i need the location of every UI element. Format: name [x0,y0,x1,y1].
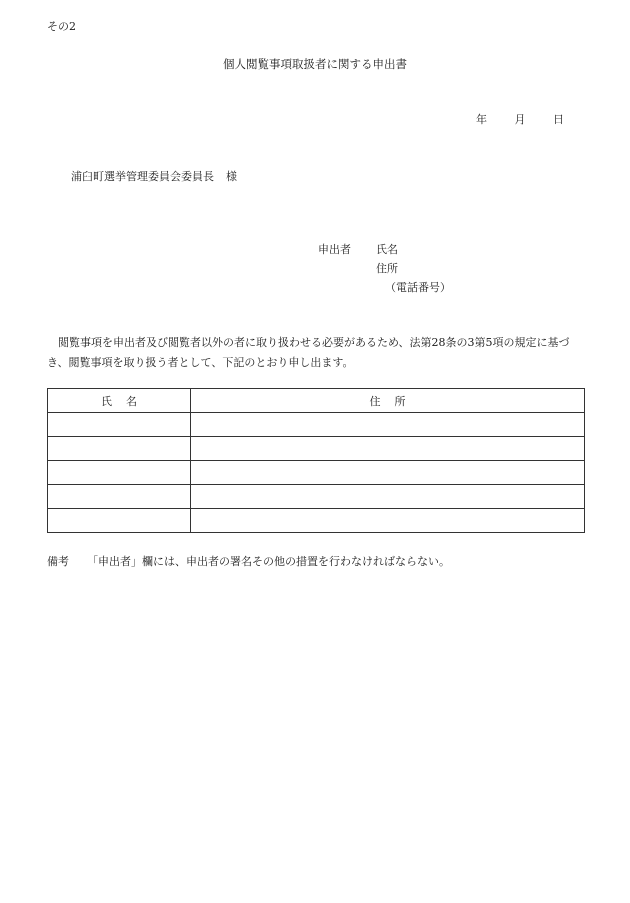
name-cell[interactable] [48,461,191,485]
recipient-line [71,168,237,184]
body-paragraph: 閲覧事項を申出者及び閲覧者以外の者に取り扱わせる必要があるため、法第28条の3第5項の規定に基づき、閲覧事項を取り扱う者として、下記のとおり申し出ます。 [47,336,570,369]
address-cell[interactable] [191,485,585,509]
date-line [476,111,564,127]
name-cell[interactable] [48,437,191,461]
column-header-address-text: 住所 [369,394,420,408]
address-cell[interactable] [191,461,585,485]
applicant-phone-label: （電話番号） [385,281,451,294]
document-title: 個人閲覧事項取扱者に関する申出書 [223,57,407,71]
name-cell[interactable] [48,509,191,533]
name-cell[interactable] [48,413,191,437]
remarks-text: 「申出者」欄には、申出者の署名その他の措置を行わなければならない。 [87,555,450,568]
handler-roster-table [47,388,585,533]
remarks-line [47,553,450,569]
table-header-row [48,389,585,413]
address-cell[interactable] [191,509,585,533]
date-year-label: 年 [476,113,487,126]
table-row [48,509,585,533]
applicant-address-label: 住所 [376,262,398,275]
remarks-label: 備考 [47,555,69,568]
name-cell[interactable] [48,485,191,509]
column-header-name-text: 氏名 [101,394,151,408]
applicant-name-label: 氏名 [376,243,398,256]
table-row [48,413,585,437]
address-cell[interactable] [191,437,585,461]
recipient-name: 浦臼町選挙管理委員会委員長 [71,170,214,183]
column-header-address [191,389,585,413]
form-number: その2 [47,20,76,33]
column-header-name [48,389,191,413]
address-cell[interactable] [191,413,585,437]
table-row [48,437,585,461]
table-row [48,461,585,485]
recipient-honorific: 様 [226,170,237,183]
date-month-label: 月 [514,113,526,126]
date-day-label: 日 [553,113,564,126]
table-row [48,485,585,509]
applicant-section-label: 申出者 [318,243,351,256]
